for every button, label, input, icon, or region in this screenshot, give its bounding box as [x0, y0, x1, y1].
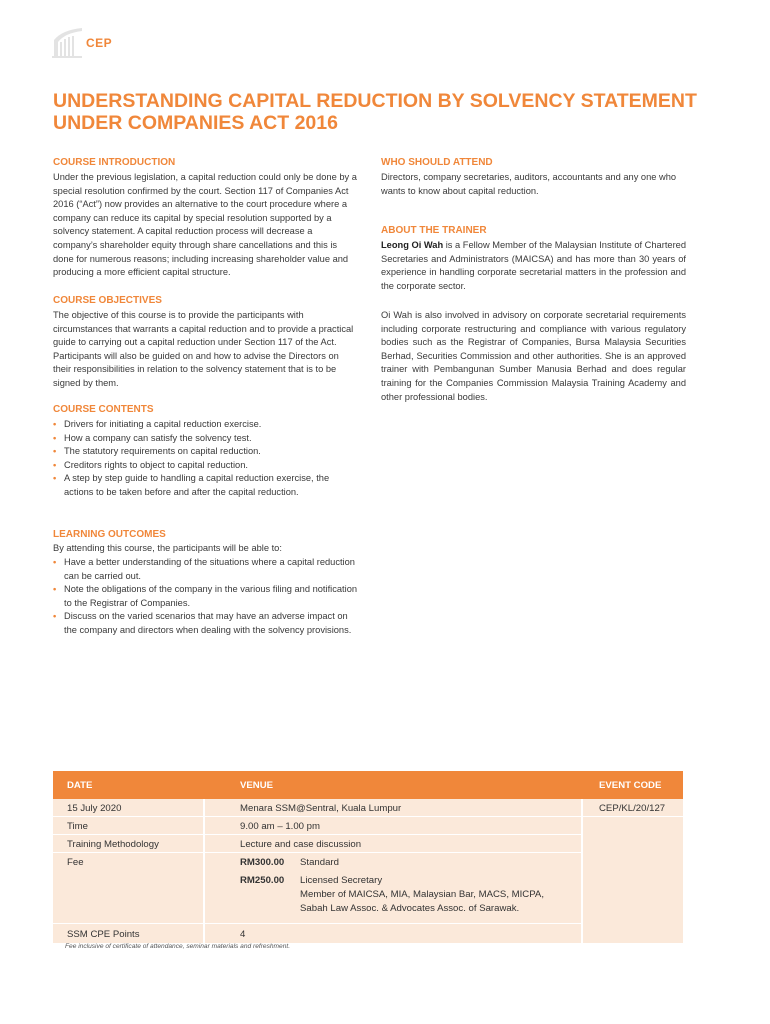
about-trainer-heading: ABOUT THE TRAINER: [381, 225, 487, 236]
row-divider: [53, 852, 203, 853]
fee-standard-label: Standard: [300, 857, 339, 868]
row-divider: [53, 923, 203, 924]
fee-licensed-line2: Member of MAICSA, MIA, Malaysian Bar, MACS, MICPA,: [300, 889, 544, 900]
learning-outcomes-list: [53, 556, 358, 638]
fee-licensed-line3: Sabah Law Assoc. & Advocates Assoc. of Sarawak.: [300, 903, 520, 914]
course-objectives-heading: COURSE OBJECTIVES: [53, 295, 162, 306]
list-item: • The statutory requirements on capital reduction.: [53, 445, 358, 459]
event-date: 15 July 2020: [67, 803, 122, 814]
list-item: • Discuss on the varied scenarios that may have an adverse impact on the company and directors when dealing with the solvency provisions.: [53, 610, 358, 637]
course-contents-heading: COURSE CONTENTS: [53, 404, 154, 415]
course-objectives-text: The objective of this course is to provide the participants with circumstances that warrants a capital reduction and to provide a practical guide to carrying out a capital reduction under Section 117 of the Act. Participants will also be guided on and how to advise the Directors on their responsibilities in relation to the solvency statement that is to be signed by them.: [53, 310, 354, 388]
table-header: [53, 771, 683, 799]
table-body: [53, 799, 683, 943]
time-label: Time: [67, 821, 88, 832]
fee-licensed-amount: RM250.00: [240, 875, 285, 886]
row-divider: [205, 852, 581, 853]
event-code-header: EVENT CODE: [599, 780, 662, 791]
about-trainer-text: [381, 239, 686, 293]
who-should-attend-text: Directors, company secretaries, auditors, accountants and any one who wants to know about capital reduction.: [381, 172, 677, 196]
list-item: • Drivers for initiating a capital reduction exercise.: [53, 418, 358, 432]
event-details-table: [53, 771, 683, 943]
cpe-value: 4: [240, 929, 246, 940]
course-contents-list: [53, 418, 358, 500]
list-item: • Note the obligations of the company in the various filing and notification to the Registrar of Companies.: [53, 583, 358, 610]
methodology-value: Lecture and case discussion: [240, 839, 362, 850]
fee-footnote: Fee inclusive of certificate of attendance, seminar materials and refreshment.: [65, 943, 291, 950]
fee-standard-amount: RM300.00: [240, 857, 285, 868]
learning-outcomes-intro: By attending this course, the participants will be able to:: [53, 543, 282, 553]
list-item: • A step by step guide to handling a capital reduction exercise, the actions to be taken before and after the capital reduction.: [53, 472, 358, 499]
methodology-label: Training Methodology: [67, 839, 159, 850]
venue-header: VENUE: [240, 780, 274, 791]
row-divider: [205, 923, 581, 924]
row-divider: [53, 816, 203, 817]
logo-text: CEP: [86, 36, 113, 50]
event-code: CEP/KL/20/127: [599, 803, 666, 814]
list-item: • Creditors rights to object to capital reduction.: [53, 459, 358, 473]
course-introduction-heading: COURSE INTRODUCTION: [53, 157, 176, 168]
cep-logo: [52, 26, 112, 58]
row-divider: [205, 816, 581, 817]
fee-licensed-line1: Licensed Secretary: [300, 875, 383, 886]
fee-label: Fee: [67, 857, 84, 868]
row-divider: [205, 834, 581, 835]
event-venue: Menara SSM@Sentral, Kuala Lumpur: [240, 803, 402, 814]
list-item: • Have a better understanding of the situations where a capital reduction can be carried out.: [53, 556, 358, 583]
who-should-attend-heading: WHO SHOULD ATTEND: [381, 157, 493, 168]
list-item: • How a company can satisfy the solvency test.: [53, 432, 358, 446]
row-divider: [53, 834, 203, 835]
trainer-bio: is a Fellow Member of the Malaysian Institute of Chartered Secretaries and Administrators (MAICSA) and has more than 30 years of experience in handling corporate secretarial matters in the profession and the corporate sector.: [381, 240, 687, 291]
building-arc-icon: [52, 26, 86, 58]
learning-outcomes-heading: LEARNING OUTCOMES: [53, 529, 166, 540]
date-header: DATE: [67, 780, 93, 791]
trainer-name: Leong Oi Wah: [381, 240, 444, 250]
column-divider: [203, 799, 205, 943]
course-introduction-text: Under the previous legislation, a capital reduction could only be done by a special resolution confirmed by the court. Section 117 of Companies Act 2016 (“Act”) now provides an alternative to the court procedure where a company can reduce its capital by special resolution supported by a solvency statement. A capital reduction process will decrease a company’s shareholder equity through share cancellations and this is done for numerous reasons; including increasing shareholder value and producing a more efficient capital structure.: [53, 172, 357, 278]
column-divider: [581, 799, 583, 943]
row-divider: [583, 816, 683, 817]
cpe-label: SSM CPE Points: [67, 929, 140, 940]
about-trainer-text-2: Oi Wah is also involved in advisory on corporate secretarial requirements including corporate restructuring and compliance with various regulatory bodies such as the Registrar of Companies, Bursa Malaysia Securities Berhad, Securities Commission and other authorities. She is an approved trainer with Pembangunan Sumber Manusia Berhad and does regular training for the Companies Commission Malaysia Training Academy and other professional bodies.: [381, 310, 686, 402]
time-value: 9.00 am – 1.00 pm: [240, 821, 320, 832]
page-title: UNDERSTANDING CAPITAL REDUCTION BY SOLVENCY STATEMENT UNDER COMPANIES ACT 2016: [53, 90, 697, 134]
